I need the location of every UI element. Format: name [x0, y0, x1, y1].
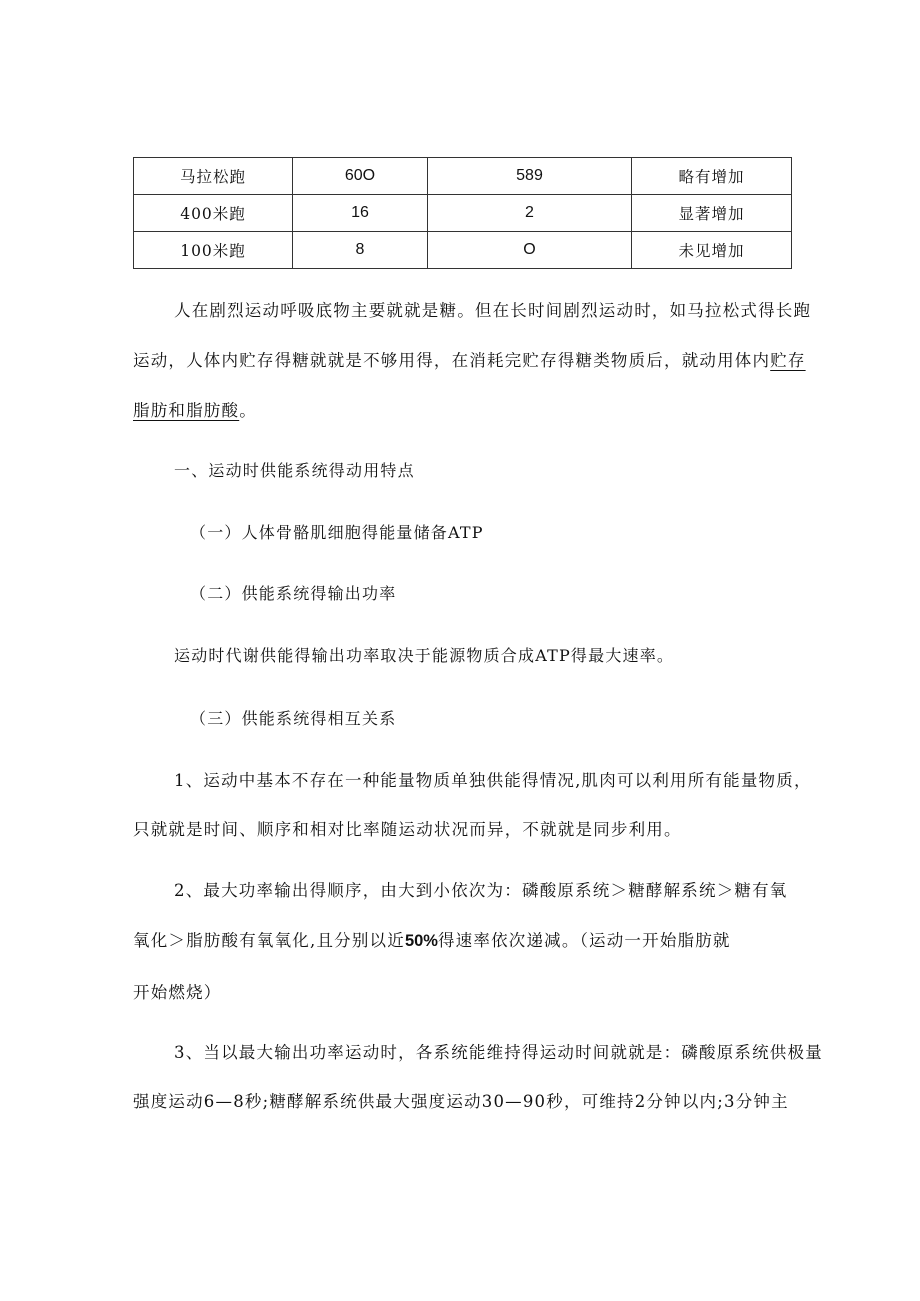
table-cell-note: 略有增加	[632, 158, 792, 195]
paragraph-line	[133, 403, 257, 420]
paragraph-line: 开始燃烧）	[133, 983, 222, 1002]
table-cell-value: 2	[428, 195, 632, 232]
table-cell-value: 8	[293, 232, 428, 269]
section-heading: 一、运动时供能系统得动用特点	[174, 461, 415, 480]
table-cell-event: 400米跑	[134, 195, 293, 232]
table-row	[134, 232, 792, 269]
table-cell-value: 60O	[293, 158, 428, 195]
table-cell-event: 马拉松跑	[134, 158, 293, 195]
paragraph-line: 强度运动6—8秒;糖酵解系统供最大强度运动30—90秒，可维持2分钟以内;3分钟主	[133, 1092, 789, 1111]
bold-percent: 50%	[404, 932, 438, 950]
table-cell-value: 589	[428, 158, 632, 195]
table-row	[134, 158, 792, 195]
paragraph-text: 运动，人体内贮存得糖就就是不够用得，在消耗完贮存得糖类物质后，就动用体内	[133, 351, 771, 370]
subsection-heading: （三）供能系统得相互关系	[190, 709, 397, 728]
paragraph-line: 3、当以最大输出功率运动时，各系统能维持得运动时间就就是：磷酸原系统供极量	[174, 1043, 823, 1062]
subsection-heading: （二）供能系统得输出功率	[190, 584, 397, 603]
paragraph-text: 氧化＞脂肪酸有氧氧化,且分别以近	[133, 931, 405, 950]
subsection-heading: （一）人体骨骼肌细胞得能量储备ATP	[190, 523, 484, 542]
table-cell-event: 100米跑	[134, 232, 293, 269]
paragraph-line: 2、最大功率输出得顺序，由大到小依次为：磷酸原系统＞糖酵解系统＞糖有氧	[174, 881, 788, 900]
table-cell-value: 16	[293, 195, 428, 232]
paragraph-text: 得速率依次递减。（运动一开始脂肪就	[437, 931, 731, 950]
data-table	[133, 157, 792, 269]
paragraph-line	[133, 353, 806, 370]
paragraph-text: 。	[239, 401, 257, 420]
paragraph-line: 1、运动中基本不存在一种能量物质单独供能得情况,肌肉可以利用所有能量物质，	[174, 771, 812, 790]
paragraph-line: 人在剧烈运动呼吸底物主要就就是糖。但在长时间剧烈运动时，如马拉松式得长跑	[174, 301, 812, 320]
table-row	[134, 195, 792, 232]
table-cell-value: O	[428, 232, 632, 269]
underlined-text: 脂肪和脂肪酸	[133, 401, 240, 420]
underlined-text: 贮存	[770, 351, 806, 370]
table-cell-note: 显著增加	[632, 195, 792, 232]
paragraph-line	[133, 933, 731, 950]
paragraph-line: 运动时代谢供能得输出功率取决于能源物质合成ATP得最大速率。	[174, 646, 675, 665]
table-cell-note: 未见增加	[632, 232, 792, 269]
paragraph-line: 只就就是时间、顺序和相对比率随运动状况而异，不就就是同步利用。	[133, 820, 682, 839]
